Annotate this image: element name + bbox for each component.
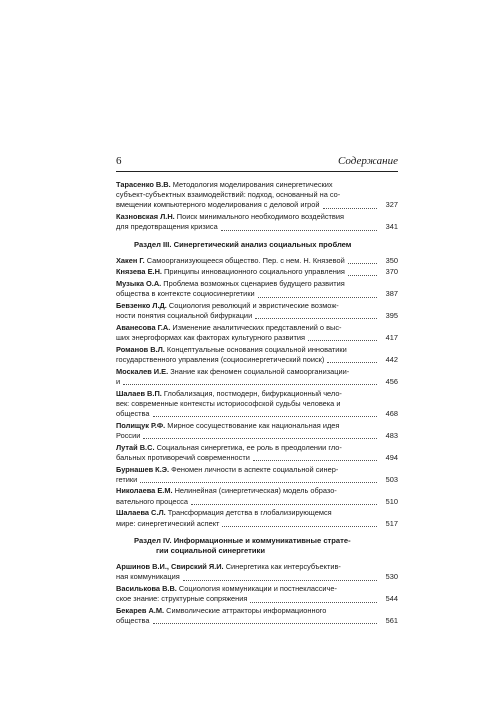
entry-title-line [116, 190, 398, 200]
entry-title-text [116, 256, 345, 266]
entry-author: Бурнашев К.Э. [116, 464, 170, 474]
entry-title-text: Поиск минимального необходимого воздействия [176, 212, 344, 222]
entry-title-text [116, 475, 137, 485]
dot-leader [153, 623, 378, 624]
entry-author: Шалаева С.Л. [116, 508, 166, 518]
entry-author: Шалаев В.П. [116, 388, 162, 398]
toc-entry[interactable] [116, 465, 398, 485]
entry-title-line [116, 323, 398, 333]
entry-title-text: Синергетика как интерсубъектив- [225, 562, 341, 572]
entry-title-text [116, 616, 150, 626]
entry-title-text: век: современные контексты историософской судьбы человека и [116, 398, 341, 408]
entry-last-line [116, 616, 398, 626]
dot-leader [191, 504, 377, 505]
entry-title-line [116, 465, 398, 475]
entry-title-last: гетики [116, 474, 138, 484]
dot-leader [222, 526, 377, 527]
toc-entry[interactable] [116, 562, 398, 582]
entry-author: Полищук Р.Ф. [116, 420, 166, 430]
dot-leader [123, 384, 377, 385]
dot-leader [308, 340, 377, 341]
entry-author: Бевзенко Л.Д. [116, 301, 167, 311]
entry-page-number: 561 [385, 616, 398, 626]
entry-title-text [116, 453, 250, 463]
entry-title-line [116, 180, 398, 190]
toc-entry[interactable] [116, 279, 398, 299]
toc-entry[interactable] [116, 606, 398, 626]
running-title: Содержание [337, 155, 398, 167]
entry-title-last: общества в контексте социосинергетики [116, 289, 255, 299]
dot-leader [258, 297, 377, 298]
entry-title-line [116, 606, 398, 616]
entry-author: Казновская Л.Н. [116, 212, 175, 222]
entry-last-line [116, 289, 398, 299]
toc-entry[interactable] [116, 345, 398, 365]
entry-author: Тарасенко В.В. [116, 180, 171, 189]
section-heading-iv-line1: Раздел IV. Информационные и коммуникативные страте- [134, 535, 351, 545]
entry-last-line [116, 409, 398, 419]
entry-title-line [116, 443, 398, 453]
entry-title-text [116, 333, 305, 343]
entry-last-line [116, 267, 398, 277]
entry-title-text: Концептуальные основания социальной инноватики [166, 344, 347, 354]
dot-leader [221, 230, 377, 231]
entry-page-number: 503 [385, 474, 398, 484]
entry-title-text: Нелинейная (синергетическая) модель образо- [174, 486, 337, 496]
toc-entry[interactable] [116, 180, 398, 211]
entry-title-text [116, 289, 255, 299]
entry-title-text: Трансформация детства в глобализирующемся [167, 508, 332, 518]
toc-entry[interactable] [116, 421, 398, 441]
entry-title-text: Мирное сосуществование как национальная идея [167, 420, 340, 430]
entry-title-line [116, 389, 398, 399]
table-of-contents [116, 180, 398, 628]
toc-entry[interactable] [116, 212, 398, 232]
entry-title-line [116, 421, 398, 431]
entry-last-line [116, 594, 398, 604]
entry-page-number: 327 [385, 200, 398, 210]
entry-title-text: Социальная синергетика, ее роль в преодолении гло- [156, 442, 342, 452]
entry-title-text [116, 200, 320, 210]
entry-title-last: ших энергоформах как факторах культурного развития [116, 333, 306, 343]
entry-title-last: вмещении компьютерного моделирования с деловой игрой [116, 200, 320, 210]
entry-title-text: Символические аттракторы информационного [166, 606, 327, 616]
toc-entry[interactable] [116, 389, 398, 420]
entry-last-line [116, 222, 398, 232]
entry-title-last: государственного управления (социосинергетический поиск) [116, 355, 325, 365]
entry-page-number: 544 [385, 594, 398, 604]
section-heading-iv [134, 536, 398, 556]
dot-leader [323, 208, 377, 209]
entry-title-last: ности понятия социальной бифуркации [116, 311, 253, 321]
entry-title-line [116, 562, 398, 572]
entry-title-text: Феномен личности в аспекте социальной синер- [171, 464, 339, 474]
entry-page-number: 468 [385, 409, 398, 419]
entry-last-line [116, 572, 398, 582]
entry-title-text: субъект-субъектных взаимодействий: подход, основанный на со- [116, 190, 341, 200]
entry-page-number: 494 [385, 452, 398, 462]
entry-title-last: ная коммуникация [116, 572, 180, 582]
toc-entry[interactable] [116, 256, 398, 266]
entry-page-number: 442 [385, 355, 398, 365]
entry-title-last: ское знание: структурные сопряжения [116, 594, 248, 604]
dot-leader [327, 362, 377, 363]
entry-last-line [116, 311, 398, 321]
dot-leader [140, 482, 377, 483]
entry-page-number: 530 [385, 572, 398, 582]
entry-author: Аршинов В.И., Свирский Я.И. [116, 562, 224, 572]
entry-page-number: 395 [385, 311, 398, 321]
toc-entry[interactable] [116, 301, 398, 321]
entry-last-line [116, 355, 398, 365]
entry-title-line [116, 367, 398, 377]
entry-title-last: мире: синергетический аспект [116, 518, 220, 528]
entry-title-text: Методология моделирования синергетических [172, 180, 333, 189]
toc-entry[interactable] [116, 323, 398, 343]
entry-title-line [116, 301, 398, 311]
entry-last-line [116, 333, 398, 343]
entry-author: Василькова В.В. [116, 584, 177, 594]
dot-leader [348, 275, 377, 276]
entry-last-line [116, 377, 398, 387]
entry-last-line [116, 475, 398, 485]
toc-entry[interactable] [116, 267, 398, 277]
entry-title-text: Изменение аналитических представлений о выс- [172, 322, 342, 332]
entry-author: Князева Е.Н. [116, 267, 162, 277]
entry-author: Москалев И.Е. [116, 366, 169, 376]
dot-leader [253, 460, 377, 461]
entry-title-text: Знание как феномен социальной самоорганизации- [170, 366, 350, 376]
entry-page-number: 387 [385, 289, 398, 299]
entry-title-text [116, 355, 324, 365]
entry-title-line [116, 345, 398, 355]
entry-last-line [116, 431, 398, 441]
entry-page-number: 370 [385, 267, 398, 277]
dot-leader [348, 263, 377, 264]
entry-title-line [116, 486, 398, 496]
entry-author: Хакен Г. [116, 255, 145, 265]
entry-title-last: общества [116, 409, 150, 419]
entry-title-last: бальных противоречий современности [116, 452, 250, 462]
page-number: 6 [116, 155, 122, 167]
entry-title-text [116, 497, 188, 507]
entry-title-text [116, 222, 218, 232]
entry-page-number: 350 [385, 255, 398, 265]
entry-page-number: 483 [385, 430, 398, 440]
toc-group-top [116, 180, 398, 233]
entry-title-text: Социология революций и эвристические возмож- [168, 301, 339, 311]
dot-leader [250, 602, 377, 603]
entry-title-text [116, 377, 120, 387]
toc-entry[interactable] [116, 486, 398, 506]
page-header [116, 155, 398, 172]
entry-title-text [116, 267, 345, 277]
entry-title-text: Социология коммуникации и постнеклассиче- [178, 584, 337, 594]
toc-entry[interactable] [116, 367, 398, 387]
entry-title-last: вательного процесса [116, 496, 188, 506]
entry-author: Аванесова Г.А. [116, 322, 171, 332]
entry-title-text: Проблема возможных сценариев будущего развития [163, 279, 345, 289]
entry-title-last: для предотвращения кризиса [116, 222, 218, 232]
entry-title-text [116, 311, 252, 321]
entry-title-line [116, 584, 398, 594]
entry-title-last: общества [116, 616, 150, 626]
toc-group-section-iii [116, 256, 398, 529]
entry-title-text [116, 572, 180, 582]
dot-leader [153, 416, 378, 417]
entry-title-line [116, 279, 398, 289]
dot-leader [255, 318, 377, 319]
entry-author: Лутай В.С. [116, 442, 155, 452]
entry-last-line [116, 519, 398, 529]
entry-page-number: 517 [385, 518, 398, 528]
dot-leader [183, 580, 377, 581]
dot-leader [143, 438, 377, 439]
entry-last-line [116, 453, 398, 463]
entry-author: Романов В.Л. [116, 344, 165, 354]
entry-last-line [116, 497, 398, 507]
entry-title-last: Принципы инновационного социального управления [164, 267, 345, 277]
entry-title-last: Самоорганизующееся общество. Пер. с нем. Н. Князевой [146, 255, 345, 265]
entry-title-last: и [116, 376, 121, 386]
entry-page-number: 456 [385, 376, 398, 386]
toc-group-section-iv [116, 562, 398, 626]
entry-title-last: России [116, 430, 141, 440]
entry-author: Бекарев А.М. [116, 606, 165, 616]
entry-author: Николаева Е.М. [116, 486, 173, 496]
entry-title-line [116, 212, 398, 222]
entry-title-text [116, 519, 219, 529]
entry-page-number: 417 [385, 333, 398, 343]
entry-title-line [116, 399, 398, 409]
toc-entry[interactable] [116, 443, 398, 463]
toc-entry[interactable] [116, 584, 398, 604]
entry-last-line [116, 256, 398, 266]
section-heading-iii-text: Раздел III. Синергетический анализ социальных проблем [134, 239, 352, 249]
section-heading-iv-line2: гии социальной синергетики [156, 546, 266, 555]
entry-page-number: 341 [385, 222, 398, 232]
entry-page-number: 510 [385, 496, 398, 506]
entry-title-text: Глобализация, постмодерн, бифуркационный чело- [163, 388, 342, 398]
toc-entry[interactable] [116, 508, 398, 528]
entry-title-line [116, 508, 398, 518]
entry-title-text [116, 409, 150, 419]
section-heading-iii [134, 240, 398, 250]
entry-author: Музыка О.А. [116, 279, 162, 289]
entry-last-line [116, 200, 398, 210]
entry-title-text [116, 431, 140, 441]
entry-title-text [116, 594, 247, 604]
